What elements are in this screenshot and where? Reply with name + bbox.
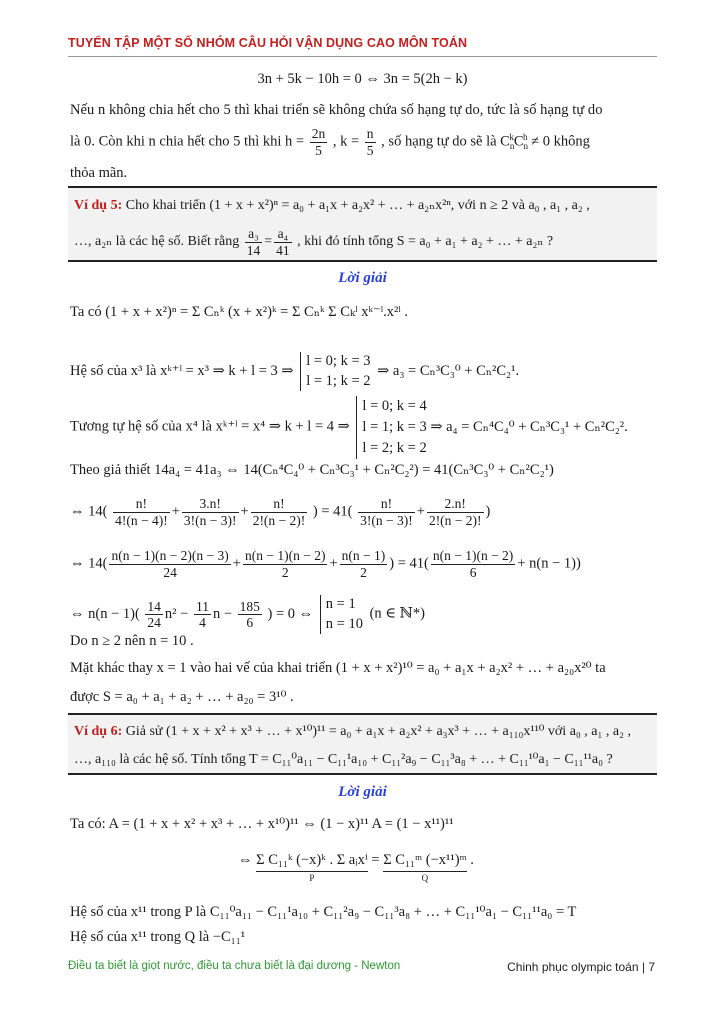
fraction-numerator: n [366,126,374,141]
fraction-denominator: 3!(n − 3)! [183,512,237,528]
text-span: (n ∈ ℕ*) [369,605,425,622]
text-span: ) = 0 ⇔ [267,605,314,622]
text-span: ≠ 0 không [531,133,590,150]
fraction-numerator: n(n − 1) [341,548,386,563]
fraction-denominator: 2!(n − 2)! [428,512,482,528]
case-bracket [300,352,370,391]
example-5-line-2: …, a₂ₙ là các hệ số. Biết rằng $\frac{\text{a₃}}{14}$ = $\frac{\text{a₄}}{41}$ , khi đó tính tổng S = a₀ + a₁ + a₂ + … + a₂ₙ ? [74,226,554,258]
example-6-line-2: …, a₁₁₀ là các hệ số. Tính tổng T = C₁₁⁰a₁₁ − C₁₁¹a₁₀ + C₁₁²a₉ − C₁₁³a₈ + … + C₁₁¹⁰a₁ − C₁₁¹¹a₀ ? [74,752,613,767]
paragraph-line: thỏa mãn. [70,165,128,181]
solution-line: Hệ số của x¹¹ trong P là C₁₁⁰a₁₁ − C₁₁¹a₁₀ + C₁₁²a₉ − C₁₁³a₈ + … + C₁₁¹⁰a₁ − C₁₁¹¹a₀ = T [70,904,577,920]
text-span: ⇔ n(n − 1)( [70,605,140,622]
fraction [358,496,415,528]
fraction-numerator: n! [113,496,170,513]
fraction-denominator: 14 [246,242,261,258]
case-item: l = 0; k = 4 [362,398,427,414]
solution-line [70,352,519,391]
fraction-denominator: 24 [147,615,161,631]
solution-line: Do n ≥ 2 nên n = 10 . [70,633,194,649]
example-6-line-1 [74,724,631,739]
fraction-numerator: n(n − 1)(n − 2)(n − 3) [111,548,229,563]
text-span: , k = [332,133,360,150]
case-bracket [320,595,363,634]
text-span: ) = 41( [312,503,353,520]
example-6-text: Giả sử (1 + x + x² + x³ + … + x¹⁰)¹¹ = a₀ + a₁x + a₂x² + a₃x³ + … + a₁₁₀x¹¹⁰ với a₀ , a₁ , a₂ , [125,724,631,739]
fraction-numerator: a₃ [245,226,263,243]
fraction-numerator: n! [251,496,308,513]
text-span: . [470,852,474,868]
fraction-denominator: 41 [276,242,290,258]
fraction [251,496,308,528]
case-item: n = 1 [325,596,356,612]
solution-line: Theo giả thiết 14a₄ = 41a₃ ⇔ 14(Cₙ⁴C₄⁰ + Cₙ³C₃¹ + Cₙ²C₂²) = 41(Cₙ³C₃⁰ + Cₙ²C₂¹) [70,462,554,478]
fraction-denominator: 3!(n − 3)! [360,512,413,528]
solution-title-5: Lời giải [338,270,387,286]
text-span: ⇒ a₃ = Cₙ³C₃⁰ + Cₙ²C₂¹. [377,362,520,379]
fraction-numerator: 2.n! [427,496,484,513]
fraction [243,548,327,580]
paragraph-line: Nếu n không chia hết cho 5 thì khai triển sẽ không chứa số hạng tự do, tức là số hạng tự do [70,102,603,118]
footer-page-info: Chinh phục olympic toán | 7 [507,960,655,974]
footer-quote: Điều ta biết là giọt nước, điều ta chưa biết là đại dương - Newton [68,960,401,972]
solution-line [70,396,631,459]
fraction [431,548,515,580]
underbrace-q [383,852,467,884]
text-span: ) [485,503,491,520]
text-span: n − [212,605,233,622]
fraction-numerator: n(n − 1)(n − 2) [244,548,326,563]
solution-line: Hệ số của x¹¹ trong Q là −C₁₁¹ [70,929,246,945]
fraction-denominator: 4 [199,615,206,631]
text-span: , số hạng tự do sẽ là C [381,133,510,150]
equation-line: 3n + 5k − 10h = 0 ⇔ 3n = 5(2h − k) [257,71,468,87]
fraction [340,548,388,580]
header-divider [68,56,657,57]
fraction-denominator: 24 [163,564,177,580]
fraction [109,548,230,580]
fraction [365,126,376,158]
example-5-text: Cho khai triển (1 + x + x²)ⁿ = a₀ + a₁x + a₂x² + … + a₂ₙx²ⁿ, với n ≥ 2 và a₀ , a₁ , a₂ , [125,198,590,213]
text-span: + n(n − 1) [517,555,576,572]
text-span: , khi đó tính tổng S = a₀ + a₁ + a₂ + … + a₂ₙ ? [297,234,554,250]
fraction [145,599,163,631]
fraction-denominator: 4!(n − 4)! [115,512,168,528]
fraction-denominator: 2 [281,564,289,580]
fraction-numerator: n! [358,496,415,513]
fraction-numerator: n(n − 1)(n − 2) [432,548,514,563]
solution-line [238,852,474,884]
fraction-denominator: 6 [469,564,477,580]
example-6-label: Ví dụ 6: [74,724,123,739]
underbrace-content: Σ C₁₁ᵏ (−x)ᵏ . Σ aᵢxⁱ [256,852,368,868]
solution-title-6: Lời giải [338,784,387,800]
text-span: Tương tự hệ số của x⁴ là xᵏ⁺ˡ = x⁴ ⇒ k + l = 4 ⇒ [70,418,350,435]
fraction-denominator: 6 [246,615,254,631]
underbrace-label: Q [421,873,429,884]
example-5-label: Ví dụ 5: [74,198,123,213]
fraction-numerator: 14 [147,598,161,614]
fraction [245,226,263,258]
fraction [194,599,211,631]
text-span: là 0. Còn khi n chia hết cho 5 thì khi h = [70,133,305,150]
fraction-denominator: 5 [366,142,374,158]
fraction-denominator: 2 [360,564,367,580]
fraction-denominator: 2!(n − 2)! [252,512,306,528]
case-item: n = 10 [325,615,363,632]
fraction [427,496,484,528]
solution-line: Ta có (1 + x + x²)ⁿ = Σ Cₙᵏ (x + x²)ᵏ = Σ Cₙᵏ Σ Cₖˡ xᵏ⁻ˡ.x²ˡ . [70,304,408,320]
solution-line: Mặt khác thay x = 1 vào hai vế của khai triển (1 + x + x²)¹⁰ = a₀ + a₁x + a₂x² + … + a₂₀x²⁰ ta [70,660,606,676]
fraction [238,599,262,631]
fraction-numerator: 3.n! [182,496,239,513]
case-item: l = 2; k = 2 [362,440,427,457]
solution-line: ⇔ 14( $\frac{n(n - 1)(n - 2)(n - 3)}{24}$ + $\frac{n(n - 1)(n - 2)}{2}$ + $\frac{n(n - 1)}{2}$ ) = 41( $\frac{n(n - 1)(n - 2)}{6}$ + n(n − 1)) [70,548,581,580]
case-item: l = 0; k = 3 [306,353,371,369]
solution-line [70,595,425,634]
fraction [113,496,170,528]
fraction-numerator: a₄ [274,226,292,243]
fraction-numerator: 11 [195,598,209,614]
example-5-line-1 [74,198,590,213]
fraction-numerator: 2n [311,126,326,141]
text-span: ⇔ [238,852,253,868]
underbrace-label: P [309,873,315,884]
fraction [310,126,328,158]
fraction [274,226,292,258]
text-span: Hệ số của x³ là xᵏ⁺ˡ = x³ ⇒ k + l = 3 ⇒ [70,362,294,379]
case-bracket [356,396,627,459]
case-item: l = 1; k = 2 [306,372,371,389]
case-item: l = 1; k = 3 ⇒ a₄ = Cₙ⁴C₄⁰ + Cₙ³C₃¹ + Cₙ²C₂². [362,419,628,436]
underbrace-p [256,852,368,884]
paragraph-line: là 0. Còn khi n chia hết cho 5 thì khi h = $\frac{2n}{5}$ , k = $\frac{n}{5}$ , số hạng tự do sẽ là $C_n^kC_n^h \ne 0$ không [70,126,590,158]
solution-line: Ta có: A = (1 + x + x² + x³ + … + x¹⁰)¹¹ ⇔ (1 − x)¹¹ A = (1 − x¹¹)¹¹ [70,816,454,832]
fraction-numerator: 185 [239,598,260,614]
solution-line: được S = a₀ + a₁ + a₂ + … + a₂₀ = 3¹⁰ . [70,689,294,705]
text-span: n² − [164,605,189,622]
fraction [182,496,239,528]
text-span: ⇔ 14( [70,503,108,520]
text-span: …, a₂ₙ là các hệ số. Biết rằng [74,234,240,250]
example-6-box [68,713,657,775]
solution-line: ⇔ 14( $\frac{n!}{4!(n - 4)!}$ + $\frac{3.n!}{3!(n - 3)!}$ + $\frac{n!}{2!(n - 2)!}$ ) = 41( $\frac{n!}{3!(n - 3)!}$ + $\frac{2.n!}{2!(n - 2)!}$ ) [70,496,491,528]
underbrace-content: Σ C₁₁ᵐ (−x¹¹)ᵐ [383,852,467,868]
document-header: TUYỂN TẬP MỘT SỐ NHÓM CÂU HỎI VẬN DỤNG CAO MÔN TOÁN [68,36,468,50]
example-5-box [68,186,657,262]
text-span: = [371,852,380,868]
fraction-denominator: 5 [315,142,322,158]
